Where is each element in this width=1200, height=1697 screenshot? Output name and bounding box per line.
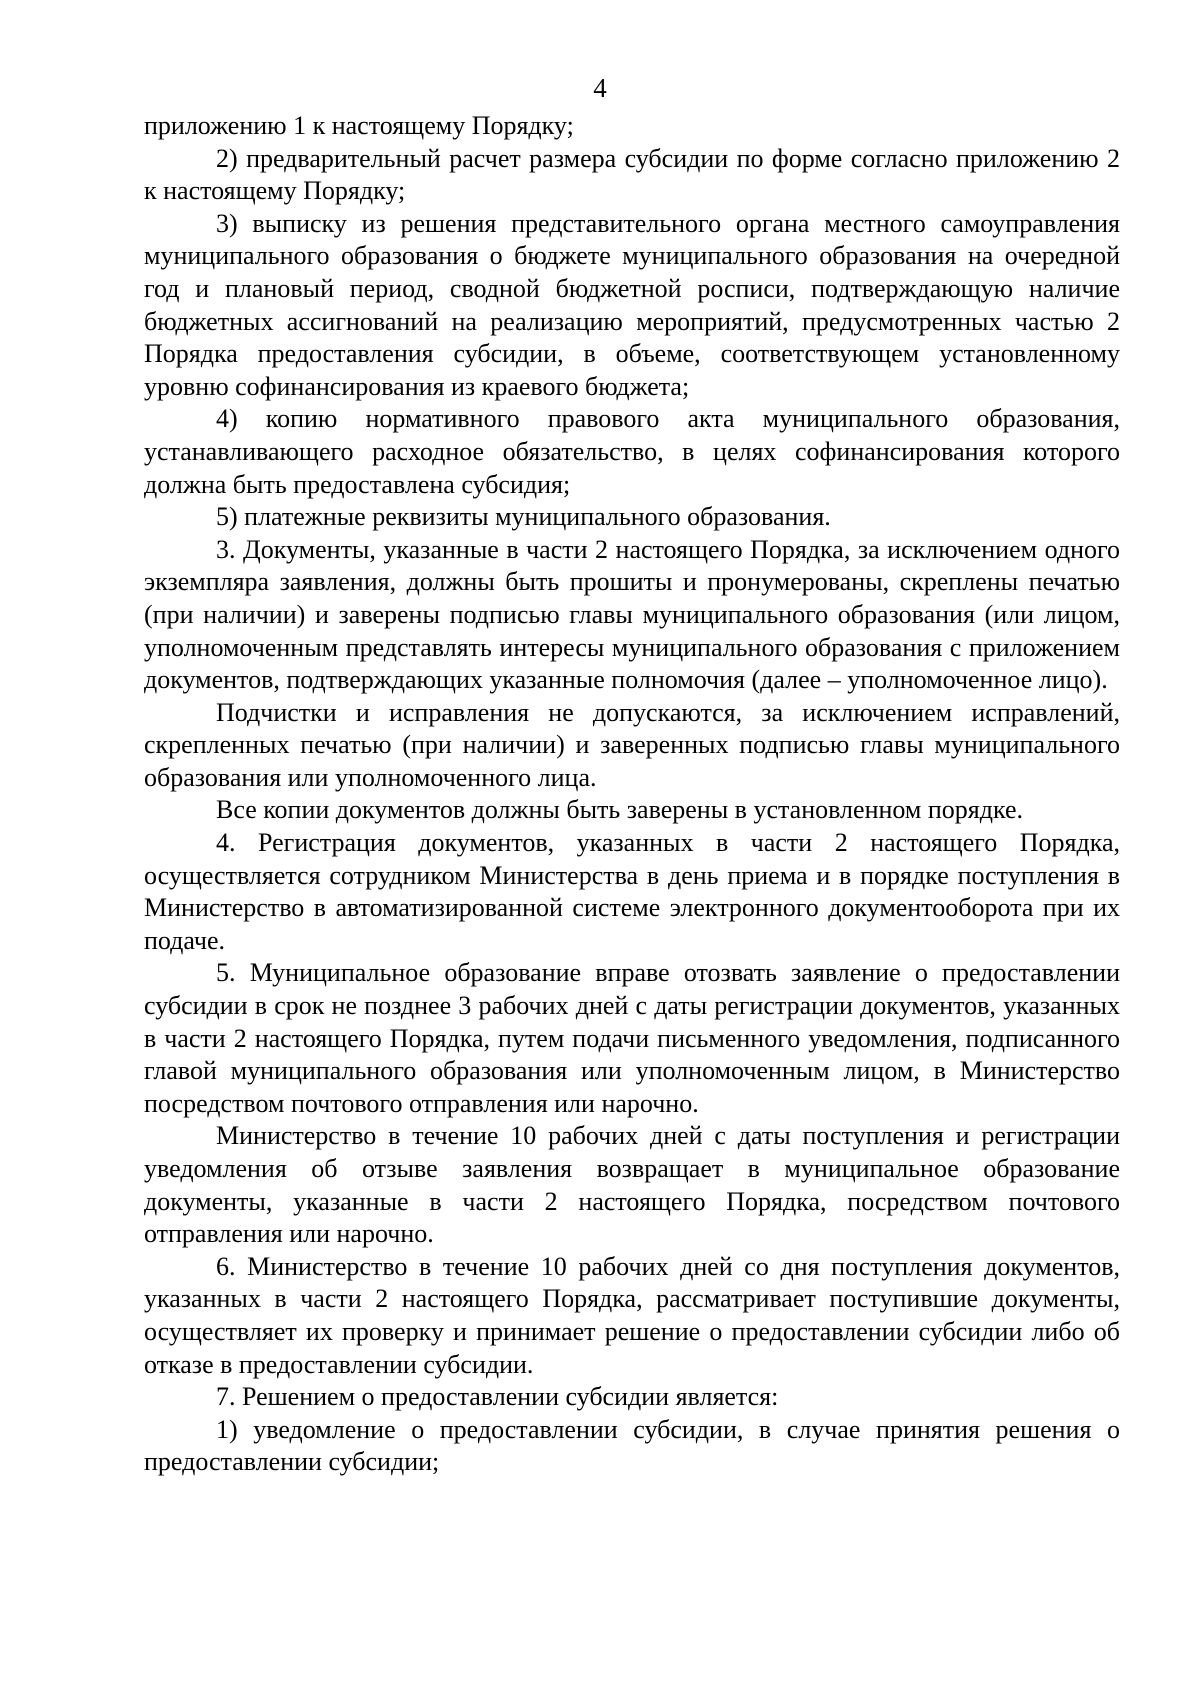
paragraph-item-2: 2) предварительный расчет размера субсидии по форме согласно приложению 2 к настоящему Порядку;	[144, 143, 1120, 206]
paragraph-item-5: 5) платежные реквизиты муниципального образования.	[216, 502, 831, 532]
paragraph-copies: Все копии документов должны быть заверены в установленном порядке.	[216, 795, 1023, 825]
paragraph-section-4: 4. Регистрация документов, указанных в части 2 настоящего Порядка, осуществляется сотрудником Министерства в день приема и в порядке поступления в Министерство в автоматизированной системе электронного документооборота при их подаче.	[144, 828, 1120, 955]
paragraph-section-3: 3. Документы, указанные в части 2 настоящего Порядка, за исключением одного экземпляра заявления, должны быть прошиты и пронумерованы, скреплены печатью (при наличии) и заверены подписью главы муниципального образования (или лицом, уполномоченным представлять интересы муниципального образования с приложением документов, подтверждающих указанные полномочия (далее – уполномоченное лицо).	[144, 534, 1120, 695]
paragraph-continuation: приложению 1 к настоящему Порядку;	[144, 111, 574, 140]
paragraph-section-7-item-1: 1) уведомление о предоставлении субсидии, в случае принятия решения о предоставлении субсидии;	[144, 1414, 1120, 1477]
paragraph-item-4: 4) копию нормативного правового акта муниципального образования, устанавливающего расходное обязательство, в целях софинансирования которого должна быть предоставлена субсидия;	[144, 404, 1120, 499]
paragraph-section-6: 6. Министерство в течение 10 рабочих дней со дня поступления документов, указанных в части 2 настоящего Порядка, рассматривает поступившие документы, осуществляет их проверку и принимает решение о предоставлении субсидии либо об отказе в предоставлении субсидии.	[144, 1251, 1120, 1379]
paragraph-item-3: 3) выписку из решения представительного органа местного самоуправления муниципального образования о бюджете муниципального образования на очередной год и плановый период, сводной бюджетной росписи, подтверждающую наличие бюджетных ассигнований на реализацию мероприятий, предусмотренных частью 2 Порядка предоставления субсидии, в объеме, соответствующем установленному уровню софинансирования из краевого бюджета;	[144, 208, 1120, 401]
paragraph-section-5: 5. Муниципальное образование вправе отозвать заявление о предоставлении субсидии в срок не позднее 3 рабочих дней с даты регистрации документов, указанных в части 2 настоящего Порядка, путем подачи письменного уведомления, подписанного главой муниципального образования или уполномоченным лицом, в Министерство посредством почтового отправления или нарочно.	[144, 958, 1120, 1118]
document-body	[144, 110, 1120, 1479]
paragraph-corrections: Подчистки и исправления не допускаются, за исключением исправлений, скрепленных печатью (при наличии) и заверенных подписью главы муниципального образования или уполномоченного лица.	[144, 697, 1120, 792]
page-number: 4	[593, 73, 607, 103]
paragraph-ministry-return: Министерство в течение 10 рабочих дней с даты поступления и регистрации уведомления об отзыве заявления возвращает в муниципальное образование документы, указанные в части 2 настоящего Порядка, посредством почтового отправления или нарочно.	[144, 1121, 1120, 1249]
paragraph-section-7: 7. Решением о предоставлении субсидии является:	[216, 1382, 779, 1412]
